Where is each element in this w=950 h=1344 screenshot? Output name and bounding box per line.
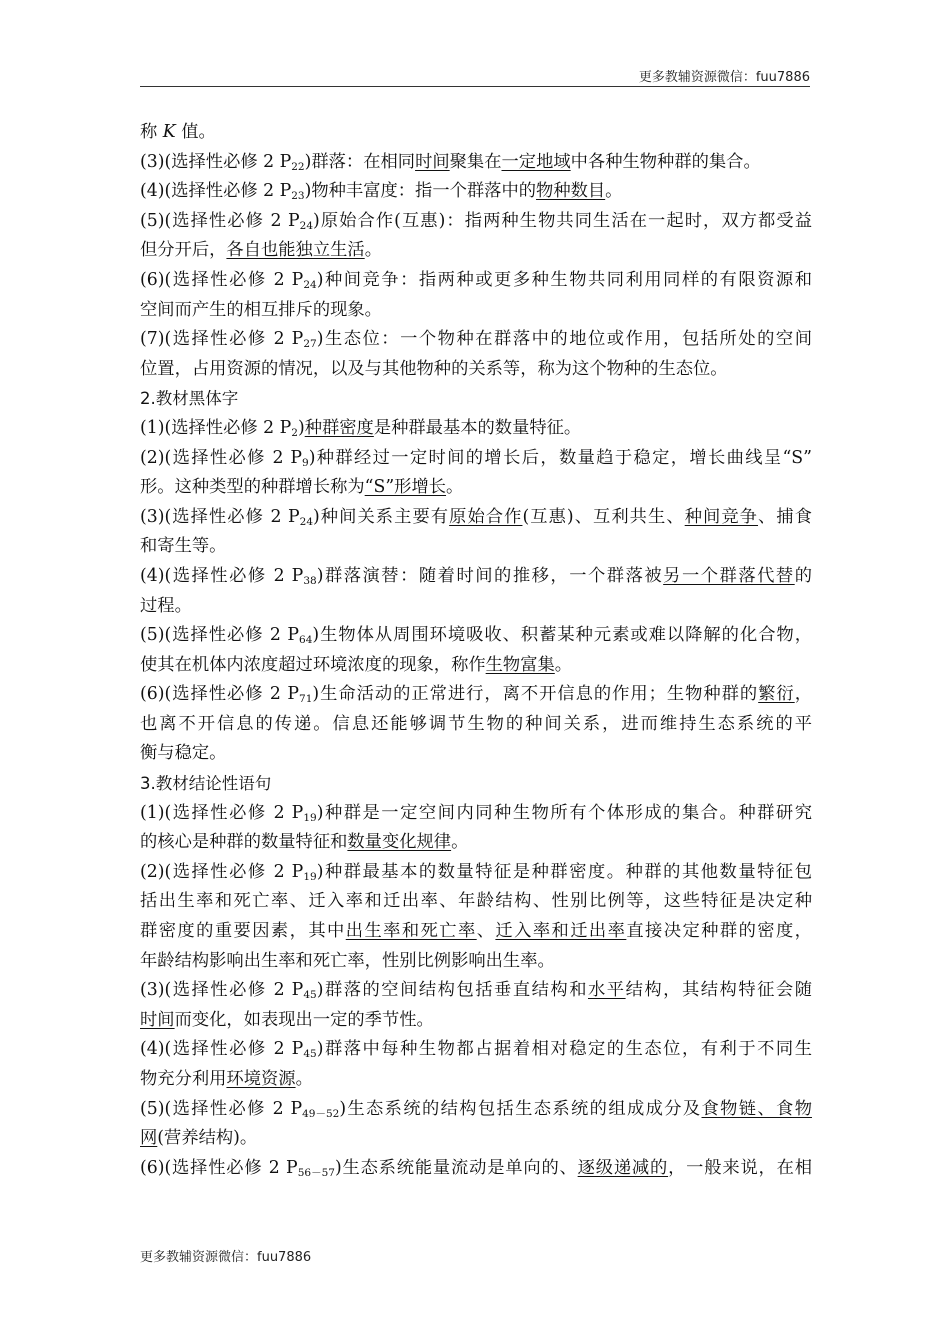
page-footer: 更多教辅资源微信：fuu7886	[140, 1250, 312, 1265]
text-line	[140, 236, 812, 266]
text-segment: 。	[554, 654, 573, 675]
text-segment: (4)(选择性必修 2 P	[140, 181, 292, 202]
section-heading	[140, 769, 812, 799]
text-line	[140, 1154, 812, 1184]
text-segment: 值。	[175, 122, 216, 142]
text-segment: 物充分利用	[140, 1069, 227, 1089]
text-line	[140, 444, 812, 474]
text-line	[140, 1065, 812, 1095]
section-heading	[140, 384, 812, 414]
underlined-answer: 时间	[415, 151, 450, 172]
text-segment: 称	[140, 122, 163, 142]
text-segment: )生态系统能量流动是单向的、	[334, 1157, 578, 1178]
text-segment: 。	[605, 181, 623, 202]
underlined-answer: 逐级递减的	[577, 1157, 669, 1178]
header-divider	[140, 86, 810, 87]
text-segment: )种群是一定空间内同种生物所有个体形成的集合。种群研究	[316, 802, 812, 823]
text-segment: 年龄结构影响出生率和死亡率，性别比例影响出生率。	[140, 950, 555, 971]
text-line	[140, 473, 812, 503]
text-segment: (3)(选择性必修 2 P	[140, 151, 292, 172]
text-segment: ，一般来说，在相	[668, 1157, 812, 1178]
underlined-answer: 种群密度	[304, 417, 374, 438]
page-subscript: 45	[303, 1048, 317, 1061]
text-segment: )群落：在相同	[304, 151, 416, 172]
text-line	[140, 1095, 812, 1125]
text-line	[140, 1006, 812, 1036]
text-line	[140, 739, 812, 769]
underlined-answer: 数量变化规律	[347, 832, 452, 853]
text-line	[140, 177, 812, 207]
page-subscript: 45	[303, 989, 317, 1002]
text-segment: )生命活动的正常进行，离不开信息的作用；生物种群的	[312, 684, 759, 705]
text-segment: )生物体从周围环境吸收、积蓄某种元素或难以降解的化合物，	[312, 625, 812, 646]
text-segment: (2)(选择性必修 2 P	[140, 861, 304, 882]
text-line	[140, 799, 812, 829]
text-line	[140, 592, 812, 622]
underlined-answer: 种间竞争	[684, 506, 759, 527]
text-segment: 中各种生物种群的集合。	[570, 151, 761, 172]
text-segment: )	[297, 417, 305, 438]
text-segment: ，	[794, 684, 812, 705]
underlined-answer: 水平	[588, 980, 626, 1001]
text-segment: (6)(选择性必修 2 P	[140, 684, 300, 705]
text-segment: 是种群最基本的数量特征。	[373, 417, 582, 438]
underlined-answer: 物种数目	[536, 181, 606, 202]
text-line	[140, 710, 812, 740]
text-segment: 使其在机体内浓度超过环境浓度的现象，称作	[140, 654, 486, 675]
text-segment: (4)(选择性必修 2 P	[140, 565, 304, 586]
page-subscript: 19	[303, 811, 317, 824]
text-segment: 位置，占用资源的情况，以及与其他物种的关系等，称为这个物种的生态位。	[140, 358, 728, 379]
text-segment: 的	[794, 565, 812, 586]
text-segment: 空间而产生的相互排斥的现象。	[140, 299, 382, 320]
text-line	[140, 266, 812, 296]
text-segment: )群落演替：随着时间的推移，一个群落被	[316, 565, 664, 586]
text-line	[140, 917, 812, 947]
text-line	[140, 1124, 812, 1154]
page-subscript: 23	[291, 190, 305, 203]
text-segment: )生态系统的结构包括生态系统的组成成分及	[339, 1098, 702, 1119]
text-line	[140, 828, 812, 858]
text-segment: 和寄生等。	[140, 536, 227, 557]
underlined-answer: 生物富集	[485, 654, 555, 675]
text-line	[140, 355, 812, 385]
text-line	[140, 503, 812, 533]
underlined-answer: 网	[140, 1128, 158, 1149]
text-line	[140, 325, 812, 355]
text-line	[140, 651, 812, 681]
text-segment: (7)(选择性必修 2 P	[140, 329, 304, 350]
page-subscript: 64	[299, 634, 313, 647]
text-segment: 但分开后，	[140, 240, 227, 261]
underlined-answer: 迁入率和迁出率	[495, 921, 627, 942]
page-subscript: 19	[303, 870, 317, 883]
text-segment: 。	[446, 477, 464, 498]
text-segment: (1)(选择性必修 2 P	[140, 802, 304, 823]
text-segment: (2)(选择性必修 2 P	[140, 447, 303, 468]
text-segment: 过程。	[140, 595, 192, 616]
text-segment: )群落中每种生物都占据着相对稳定的生态位，有利于不同生	[316, 1039, 812, 1060]
text-segment: 括出生率和死亡率、迁入率和迁出率、年龄结构、性别比例等，这些特征是决定种	[140, 891, 812, 912]
document-body	[140, 118, 812, 1183]
underlined-answer: 时间	[140, 1009, 175, 1030]
text-segment: K	[162, 122, 176, 142]
text-segment: 形。这种类型的种群增长称为	[140, 477, 365, 498]
text-segment: )物种丰富度：指一个群落中的	[304, 181, 537, 202]
page-subscript: 71	[299, 693, 313, 706]
text-segment: 聚集在	[449, 151, 502, 172]
text-segment: (5)(选择性必修 2 P	[140, 1098, 303, 1119]
underlined-answer: “S”形增长	[364, 477, 447, 498]
text-line	[140, 562, 812, 592]
text-segment: (1)(选择性必修 2 P	[140, 417, 292, 438]
underlined-answer: 另一个群落代替	[663, 565, 795, 586]
text-segment: )群落的空间结构包括垂直结构和	[316, 980, 588, 1001]
text-segment: 3.教材结论性语句	[140, 774, 272, 794]
underlined-answer: 一定地域	[501, 151, 571, 172]
text-segment: (营养结构)。	[157, 1128, 258, 1149]
text-segment: 衡与稳定。	[140, 743, 227, 764]
underlined-answer: 繁衍	[758, 684, 795, 705]
page-subscript: 38	[303, 574, 317, 587]
text-segment: 群密度的重要因素，其中	[140, 921, 346, 942]
text-segment: 。	[451, 832, 469, 853]
text-line	[140, 148, 812, 178]
text-line	[140, 532, 812, 562]
page-subscript: 24	[299, 515, 314, 528]
underlined-answer: 原始合作	[449, 506, 523, 527]
text-segment: )种间竞争：指两种或更多种生物共同利用同样的有限资源和	[316, 269, 812, 290]
text-segment: 结构，其结构特征会随	[625, 980, 812, 1001]
text-line	[140, 118, 812, 148]
page-subscript: 49－52	[302, 1107, 340, 1120]
page-subscript: 22	[291, 160, 305, 173]
underlined-answer: 食物链、食物	[701, 1098, 812, 1119]
text-line	[140, 207, 812, 237]
page-subscript: 2	[291, 426, 298, 439]
text-line	[140, 296, 812, 326]
text-segment: 。	[295, 1069, 313, 1089]
page-header: 更多教辅资源微信：fuu7886	[638, 70, 810, 85]
text-segment: 2.教材黑体字	[140, 389, 239, 409]
text-segment: (5)(选择性必修 2 P	[140, 210, 300, 231]
text-segment: (5)(选择性必修 2 P	[140, 625, 300, 646]
text-segment: )种群经过一定时间的增长后，数量趋于稳定，增长曲线呈“S”	[308, 447, 812, 468]
underlined-answer: 环境资源	[226, 1069, 296, 1089]
text-line	[140, 858, 812, 888]
text-line	[140, 1035, 812, 1065]
text-line	[140, 887, 812, 917]
page-subscript: 27	[303, 338, 317, 351]
page-subscript: 56－57	[297, 1166, 335, 1179]
text-segment: )种群最基本的数量特征是种群密度。种群的其他数量特征包	[316, 861, 812, 882]
text-line	[140, 680, 812, 710]
text-segment: 的核心是种群的数量特征和	[140, 832, 348, 853]
text-segment: 。	[364, 240, 382, 261]
text-segment: 也离不开信息的传递。信息还能够调节生物的种间关系，进而维持生态系统的平	[140, 713, 812, 734]
text-line	[140, 414, 812, 444]
text-segment: (6)(选择性必修 2 P	[140, 1157, 298, 1178]
text-segment: (互惠)、互利共生、	[522, 506, 685, 527]
page-subscript: 24	[303, 278, 317, 291]
text-segment: )种间关系主要有	[313, 506, 450, 527]
page-subscript: 24	[299, 219, 314, 232]
text-segment: )生态位：一个物种在群落中的地位或作用，包括所处的空间	[316, 329, 812, 350]
underlined-answer: 各自也能独立生活	[226, 240, 365, 261]
text-segment: 直接决定种群的密度，	[626, 921, 812, 942]
page-subscript: 9	[302, 456, 309, 469]
text-segment: (4)(选择性必修 2 P	[140, 1039, 304, 1060]
text-segment: (3)(选择性必修 2 P	[140, 506, 300, 527]
text-line	[140, 947, 812, 977]
text-line	[140, 976, 812, 1006]
text-segment: )原始合作(互惠)：指两种生物共同生活在一起时，双方都受益	[313, 210, 812, 231]
text-segment: 、捕食	[758, 506, 812, 527]
text-line	[140, 621, 812, 651]
text-segment: 、	[476, 921, 496, 942]
text-segment: (6)(选择性必修 2 P	[140, 269, 304, 290]
text-segment: (3)(选择性必修 2 P	[140, 980, 304, 1001]
text-segment: 而变化，如表现出一定的季节性。	[174, 1009, 434, 1030]
underlined-answer: 出生率和死亡率	[345, 921, 477, 942]
